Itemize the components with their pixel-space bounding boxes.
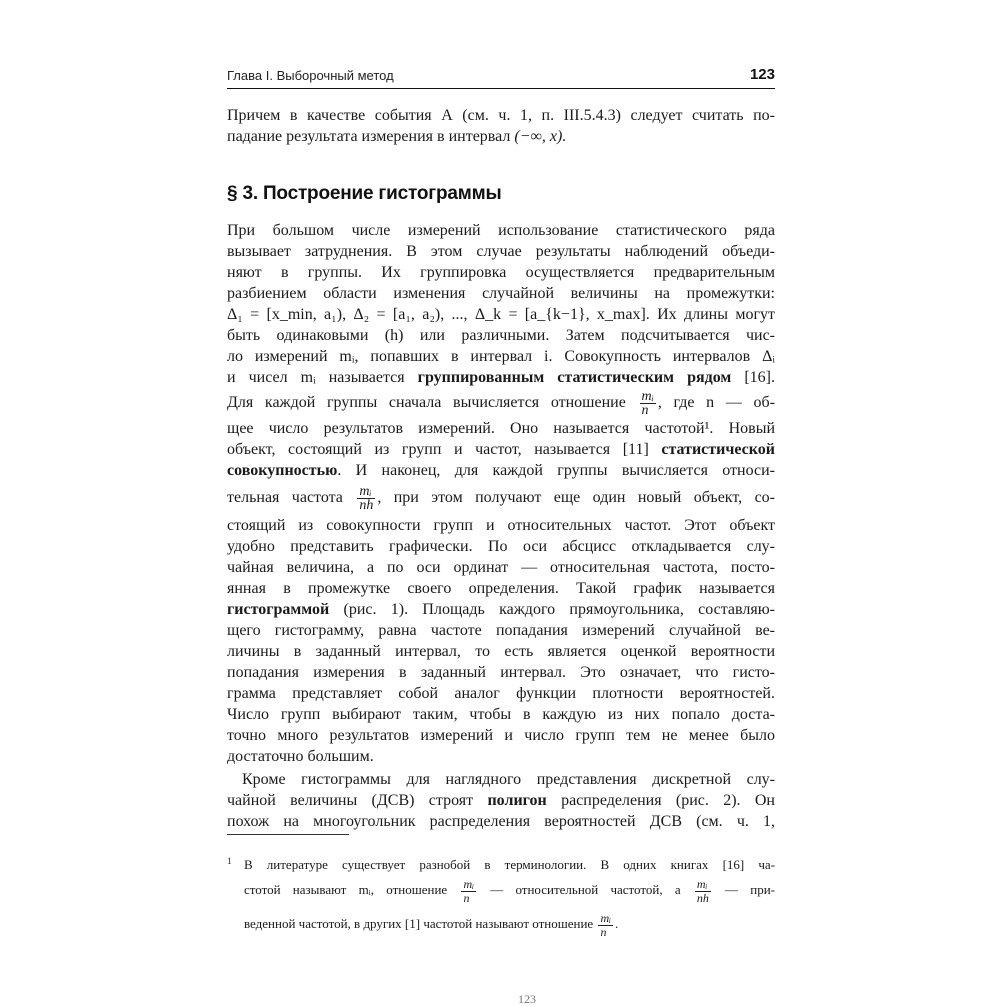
text-line: Кроме гистограммы для наглядного представления дискретной слу-: [242, 771, 775, 788]
text-fragment: .: [615, 916, 619, 931]
footnote: [227, 852, 775, 941]
intro-paragraph: [227, 105, 775, 147]
text-line: Число групп выбирают таким, чтобы в каждую из них попало доста-: [227, 706, 775, 723]
text-line: [227, 790, 775, 811]
term-grouped-series: группированным статистическим рядом: [417, 369, 732, 386]
page-number: 123: [749, 66, 775, 83]
text-line: [227, 367, 775, 388]
text-line: [227, 460, 775, 481]
paragraph-polygon: [227, 769, 775, 832]
text-line: [227, 388, 775, 418]
text-line: Причем в качестве события А (см. ч. 1, п. III.5.4.3) следует считать по-: [227, 107, 775, 124]
text-fragment: — относительной частотой, а: [478, 882, 693, 897]
text-fragment: (рис. 1). Площадь каждого прямоугольника, составляю-: [329, 601, 775, 618]
text-line: янная в промежутке своего определения. Такой график называется: [227, 580, 775, 597]
text-fragment: тельная частота: [227, 489, 356, 506]
text-line: вызывает затруднения. В этом случае результаты наблюдений объеди-: [227, 243, 775, 260]
text-line: грамма представляет собой аналог функции плотности вероятностей.: [227, 685, 775, 702]
paragraph-histogram: [227, 220, 775, 767]
fraction-denominator: n: [641, 402, 649, 418]
fraction-numerator: mᵢ: [695, 878, 711, 892]
term-histogram: гистограммой: [227, 601, 330, 618]
term-aggregate: совокупностью: [227, 462, 338, 479]
header-rule: [227, 88, 775, 89]
text-line: разбиением области изменения случайной величины на промежутки:: [227, 285, 775, 302]
fraction-mi-nh: [357, 485, 375, 512]
text-line: достаточно большим.: [227, 748, 374, 765]
text-line: [227, 126, 775, 147]
text-line: щего гистограмму, равна частоте попадания измерений случайной ве-: [227, 622, 775, 639]
text-fragment: чайной величины (ДСВ) строят: [227, 792, 488, 809]
footnote-line: [244, 907, 775, 941]
page-body: [227, 105, 775, 832]
text-line: личины в заданный интервал, то есть является оценкой вероятности: [227, 643, 775, 660]
text-line: похож на многоугольник распределения вероятностей ДСВ (см. ч. 1,: [227, 813, 775, 830]
running-header: [227, 66, 775, 88]
text-fragment: стотой называют mᵢ, отношение: [244, 882, 460, 897]
fraction-mi-n: [461, 878, 476, 905]
text-line: попадания измерения в заданный интервал. Это означает, что гисто-: [227, 664, 775, 681]
bottom-page-number: 123: [518, 992, 536, 1006]
footnote-line: В литературе существует разнобой в терминологии. В одних книгах [16] ча-: [244, 857, 775, 872]
fraction-denominator: n: [600, 924, 607, 939]
text-fragment: объект, состоящий из групп и частот, называется [11]: [227, 441, 662, 458]
math-interval: (−∞, x).: [514, 128, 567, 145]
text-line: ло измерений mᵢ, попавших в интервал i. Совокупность интервалов Δᵢ: [227, 348, 775, 365]
text-fragment: , при этом получают еще один новый объект, со-: [377, 489, 775, 506]
text-fragment: веденной частотой, в других [1] частотой называют отношение: [244, 916, 597, 931]
fraction-denominator: n: [463, 890, 470, 905]
fraction-mi-n: [598, 912, 613, 939]
footnote-body: [227, 852, 775, 941]
term-polygon: полигон: [487, 792, 547, 809]
text-fragment: . И наконец, для каждой группы вычисляется относи-: [337, 462, 775, 479]
text-fragment: распределения (рис. 2). Он: [546, 792, 775, 809]
text-fragment: Для каждой группы сначала вычисляется отношение: [227, 394, 638, 411]
text-fragment: и чисел mᵢ называется: [227, 369, 418, 386]
term-statistical: статистической: [661, 441, 775, 458]
text-line: удобно представить графически. По оси абсцисс откладывается слу-: [227, 538, 775, 555]
text-line: При большом числе измерений использование статистического ряда: [227, 222, 775, 239]
text-line: [227, 439, 775, 460]
text-line: быть одинаковыми (h) или различными. Затем подсчитывается чис-: [227, 327, 775, 344]
text-fragment: , где n — об-: [657, 394, 775, 411]
fraction-denominator: nh: [696, 890, 709, 905]
text-line: щее число результатов измерений. Оно называется частотой¹. Новый: [227, 420, 775, 437]
text-line: чайная величина, а по оси ординат — относительная частота, посто-: [227, 559, 775, 576]
fraction-numerator: mᵢ: [600, 910, 612, 925]
footnote-rule: [227, 834, 349, 835]
chapter-title: Глава I. Выборочный метод: [227, 68, 394, 83]
fraction-numerator: mᵢ: [463, 876, 475, 891]
text-line: [227, 481, 775, 515]
fraction-numerator: mᵢ: [641, 388, 654, 404]
fraction-denominator: nh: [359, 497, 374, 513]
footnote-marker: 1: [227, 856, 232, 866]
text-fragment: [16].: [731, 369, 775, 386]
section-heading: § 3. Построение гистограммы: [227, 183, 502, 204]
footnote-line: [244, 873, 775, 907]
text-line: [227, 599, 775, 620]
text-fragment: падание результата измерения в интервал: [227, 128, 515, 145]
fraction-mi-nh: [695, 878, 711, 905]
text-fragment: — при-: [712, 882, 775, 897]
text-line: няют в группы. Их группировка осуществляется предварительным: [227, 264, 775, 281]
text-line: точно много результатов измерений и число групп тем не менее было: [227, 727, 775, 744]
text-line: стоящий из совокупности групп и относительных частот. Этот объект: [227, 517, 775, 534]
fraction-mi-n: [640, 390, 656, 417]
text-line-intervals: Δ₁ = [x_min, a₁), Δ₂ = [a₁, a₂), ..., Δ_k = [a_{k−1}, x_max]. Их длины могут: [227, 306, 775, 323]
fraction-numerator: mᵢ: [357, 485, 375, 499]
